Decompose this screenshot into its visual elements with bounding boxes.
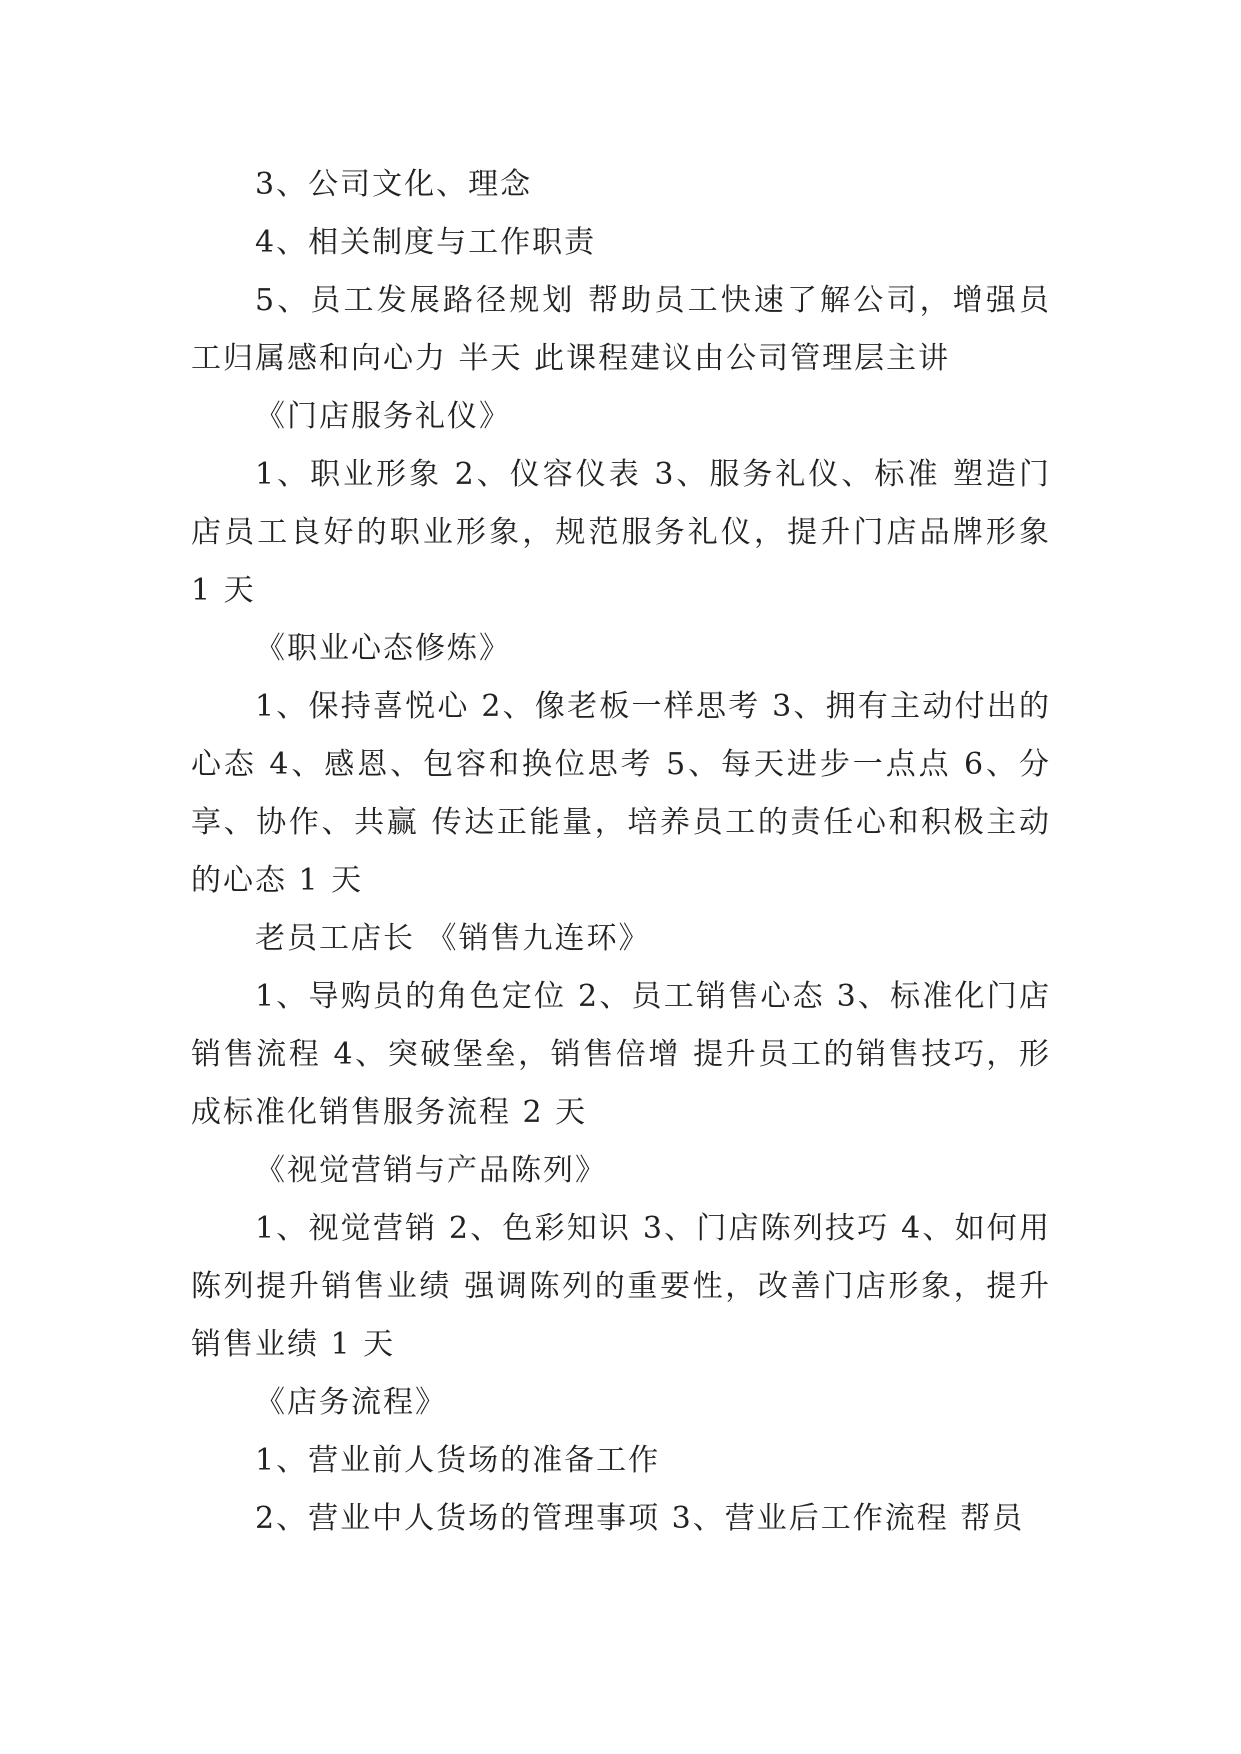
paragraph-visual-merchandising: 1、视觉营销 2、色彩知识 3、门店陈列技巧 4、如何用陈列提升销售业绩 强调陈列的重要性，改善门店形象，提升销售业绩 1 天 xyxy=(191,1211,1051,1362)
paragraph-store-etiquette: 1、职业形象 2、仪容仪表 3、服务礼仪、标准 塑造门店员工良好的职业形象，规范服务礼仪，提升门店品牌形象 1 天 xyxy=(191,457,1051,608)
document-body xyxy=(191,156,1051,1548)
paragraph-policies-duties: 4、相关制度与工作职责 xyxy=(255,225,597,260)
course-title-visual-merchandising: 《视觉营销与产品陈列》 xyxy=(255,1153,607,1188)
paragraph-professional-mindset: 1、保持喜悦心 2、像老板一样思考 3、拥有主动付出的心态 4、感恩、包容和换位思考 5、每天进步一点点 6、分享、协作、共赢 传达正能量，培养员工的责任心和积极主动的心态 1 天 xyxy=(191,689,1051,898)
paragraph-during-business: 2、营业中人货场的管理事项 3、营业后工作流程 帮员 xyxy=(255,1501,1025,1536)
course-title-professional-mindset: 《职业心态修炼》 xyxy=(255,631,511,666)
course-title-store-etiquette: 《门店服务礼仪》 xyxy=(255,399,511,434)
course-title-sales-nine-links: 老员工店长 《销售九连环》 xyxy=(255,921,651,956)
paragraph-pre-opening: 1、营业前人货场的准备工作 xyxy=(255,1443,661,1478)
paragraph-career-path: 5、员工发展路径规划 帮助员工快速了解公司，增强员工归属感和向心力 半天 此课程建议由公司管理层主讲 xyxy=(191,283,1051,376)
paragraph-company-culture: 3、公司文化、理念 xyxy=(255,167,533,202)
course-title-store-operations: 《店务流程》 xyxy=(255,1385,447,1420)
paragraph-sales-nine-links: 1、导购员的角色定位 2、员工销售心态 3、标准化门店销售流程 4、突破堡垒，销售倍增 提升员工的销售技巧，形成标准化销售服务流程 2 天 xyxy=(191,979,1051,1130)
